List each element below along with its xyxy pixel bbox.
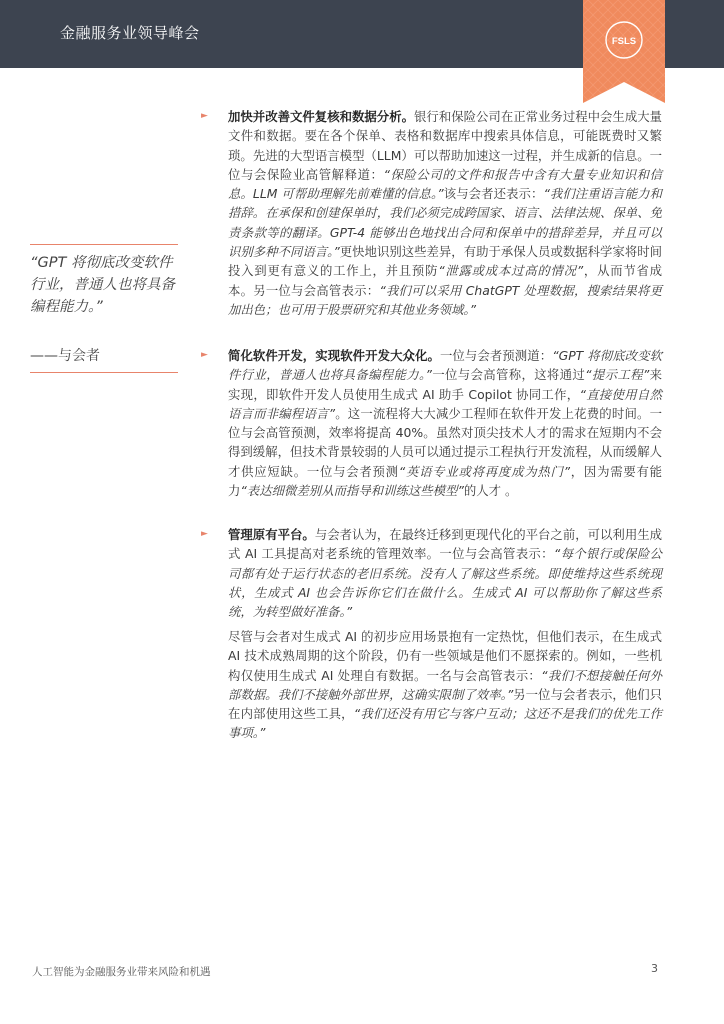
fsls-logo-ribbon — [583, 0, 665, 103]
body-text: 一位与会高管称，这将通过 — [431, 367, 586, 383]
pullquote-bottom-rule — [30, 372, 178, 373]
bullet-body — [228, 109, 662, 317]
body-text: ，因为需要有能力 — [228, 463, 663, 499]
quoted-text: “保险公司的文件和报告中含有大量专业知识和信息。LLM 可帮助理解先前难懂的信息。” — [228, 166, 662, 202]
bullet-marker-icon: ► — [201, 529, 208, 539]
pullquote-top-rule — [30, 244, 178, 245]
body-text: 与会者认为，在最终迁移到更现代化的平台之前，可以利用生成式 AI 工具提高对老系统的管理效率。一位与会高管表示： — [228, 527, 663, 562]
body-text: 。这一流程将大大减少工程师在软件开发上花费的时间。一位与会高管预测，效率将提高 40%。虽然对顶尖技术人才的需求在短期内不会得到缓解，但技术背景较弱的人员可以通过提示工程执行开发流程，从而缓解人才供应短缺。一位与会者预测 — [228, 405, 663, 479]
quoted-text: “GPT 将彻底改变软件行业，普通人也将具备编程能力。” — [228, 348, 662, 383]
bullet-document-review — [201, 107, 663, 319]
body-text: 该与会者还表示： — [443, 186, 544, 202]
quoted-text: “提示工程” — [585, 367, 650, 383]
quoted-text: “我们注重语言能力和措辞。在承保和创建保单时，我们必须完成跨国家、语言、法律法规、保单、免责条款等的翻译。GPT-4 能够出色地找出合同和保单中的措辞差异，并且可以识别多种不同语言。” — [228, 186, 663, 260]
body-text: ，从而节省成本。另一位与会高管表示： — [228, 263, 663, 298]
body-text: 来实现，即软件开发人员使用生成式 AI 助手 Copilot 协同工作， — [228, 367, 662, 402]
quoted-text: “直接使用自然语言而非编程语言” — [228, 386, 662, 421]
pullquote: “GPT 将彻底改变软件行业，普通人也将具备编程能力。” — [30, 255, 175, 315]
quoted-text: “英语专业或将再度成为热门” — [398, 463, 571, 479]
logo-text: FSLS — [611, 36, 637, 47]
quoted-text: “泄露或成本过高的情况” — [438, 263, 584, 279]
quoted-text: “我们不想接触任何外部数据。我们不接触外部世界，这确实限制了效率。” — [228, 667, 663, 702]
bullet-lead: 简化软件开发，实现软件开发大众化。 — [228, 348, 440, 363]
bullet-lead: 加快并改善文件复核和数据分析。 — [228, 109, 415, 124]
body-text: 另一位与会者表示，他们只在内部使用这些工具， — [228, 686, 662, 722]
ribbon-shape — [583, 0, 665, 103]
body-text: 一位与会者预测道： — [439, 348, 553, 363]
bullet-body — [228, 348, 662, 498]
closing-paragraph — [228, 627, 662, 743]
bullet-legacy-platforms — [201, 525, 663, 621]
bullet-lead: 管理原有平台。 — [228, 527, 315, 542]
body-text: 更快地识别这些差异，有助于承保人员或数据科学家将时间投入到更有意义的工作上，并且预防 — [228, 244, 662, 279]
quoted-text: “我们还没有用它与客户互动；这还不是我们的优先工作事项。” — [228, 706, 663, 741]
quoted-text: “我们可以采用 ChatGPT 处理数据，搜索结果将更加出色；也可用于股票研究和其他业务领域。” — [228, 282, 662, 317]
body-text: 银行和保险公司在正常业务过程中会生成大量文件和数据。要在各个保单、表格和数据库中搜索具体信息，可能既费时又繁琐。先进的大型语言模型（LLM）可以帮助加速这一过程，并生成新的信息。一位与会保险业高管解释道： — [228, 109, 663, 182]
bullet-marker-icon: ► — [201, 350, 208, 360]
quoted-text: “每个银行或保险公司都有处于运行状态的老旧系统。没有人了解这些系统。即使维持这些系统现状，生成式 AI 也会告诉你它们在做什么。生成式 AI 可以帮助你了解这些系统，为转型做好准备。” — [228, 546, 662, 620]
pullquote-attribution: ——与会者 — [30, 348, 100, 364]
header-title: 金融服务业领导峰会 — [60, 24, 200, 42]
bullet-marker-icon: ► — [201, 111, 208, 121]
bullet-software-dev — [201, 346, 663, 500]
body-text: 的人才 。 — [463, 483, 518, 499]
footer-title: 人工智能为金融服务业带来风险和机遇 — [32, 966, 211, 978]
body-text: 尽管与会者对生成式 AI 的初步应用场景抱有一定热忱，但他们表示，在生成式 AI 技术成熟周期的这个阶段，仍有一些领域是他们不愿探索的。例如，一些机构仅使用生成式 AI 处理自有数据。一名与会高管表示： — [228, 629, 662, 683]
quoted-text: “表达细微差别从而指导和训练这些模型” — [240, 483, 464, 499]
page-number: 3 — [651, 962, 658, 975]
